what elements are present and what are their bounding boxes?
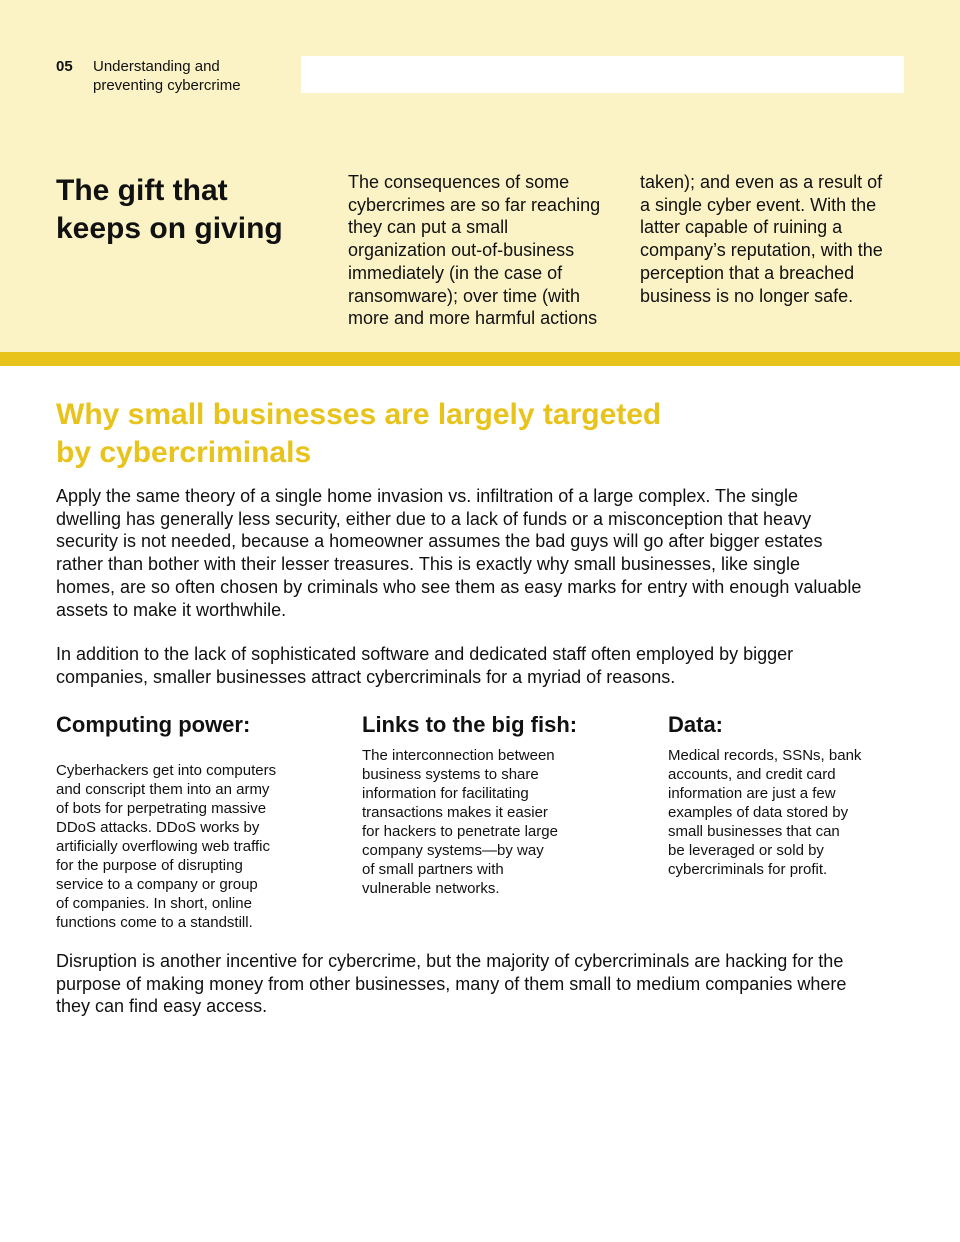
section-title: Understanding and preventing cybercrime — [93, 58, 241, 94]
main-heading: Why small businesses are largely targeted by cybercriminals — [56, 398, 662, 469]
computing-power-heading: Computing power: — [56, 712, 251, 737]
intro-text-column-2: taken); and even as a result of a single cyber event. With the latter capable of ruining a company’s reputation, with the perception that a breached business is no longer safe. — [640, 172, 883, 306]
data-text: Medical records, SSNs, bank accounts, and credit card information are just a few examples of data stored by small businesses that can be leveraged or sold by cybercriminals for profit. — [668, 747, 862, 878]
body-paragraph-2: In addition to the lack of sophisticated software and dedicated staff often employed by bigger companies, smaller businesses attract cybercriminals for a myriad of reasons. — [56, 644, 794, 687]
yellow-divider-bar — [0, 352, 960, 366]
page-number: 05 — [56, 58, 73, 75]
intro-heading: The gift that keeps on giving — [56, 174, 283, 245]
body-paragraph-3: Disruption is another incentive for cybercrime, but the majority of cybercriminals are hacking for the purpose of making money from other businesses, many of them small to medium companies where they can find easy access. — [56, 951, 847, 1017]
intro-text-column-1: The consequences of some cybercrimes are so far reaching they can put a small organization out-of-business immediately (in the case of ransomware); over time (with more and more harmful actions — [348, 172, 601, 329]
header-white-box — [301, 56, 904, 93]
body-paragraph-1: Apply the same theory of a single home invasion vs. infiltration of a large complex. The single dwelling has generally less security, either due to a lack of funds or a misconception that heavy security is not needed, because a homeowner assumes the bad guys will go after bigger estates rather than bother with their lesser treasures. This is exactly why small businesses, like single homes, are so often chosen by criminals who see them as easy marks for entry with enough valuable assets to make it worthwhile. — [56, 486, 862, 620]
links-big-fish-text: The interconnection between business systems to share information for facilitating transactions makes it easier for hackers to penetrate large company systems—by way of small partners with vulnerable networks. — [362, 747, 558, 897]
computing-power-text: Cyberhackers get into computers and conscript them into an army of bots for perpetrating massive DDoS attacks. DDoS works by artificially overflowing web traffic for the purpose of disrupting service to a company or group of companies. In short, online functions come to a standstill. — [56, 762, 277, 931]
links-big-fish-heading: Links to the big fish: — [362, 712, 578, 737]
data-heading: Data: — [668, 712, 724, 737]
